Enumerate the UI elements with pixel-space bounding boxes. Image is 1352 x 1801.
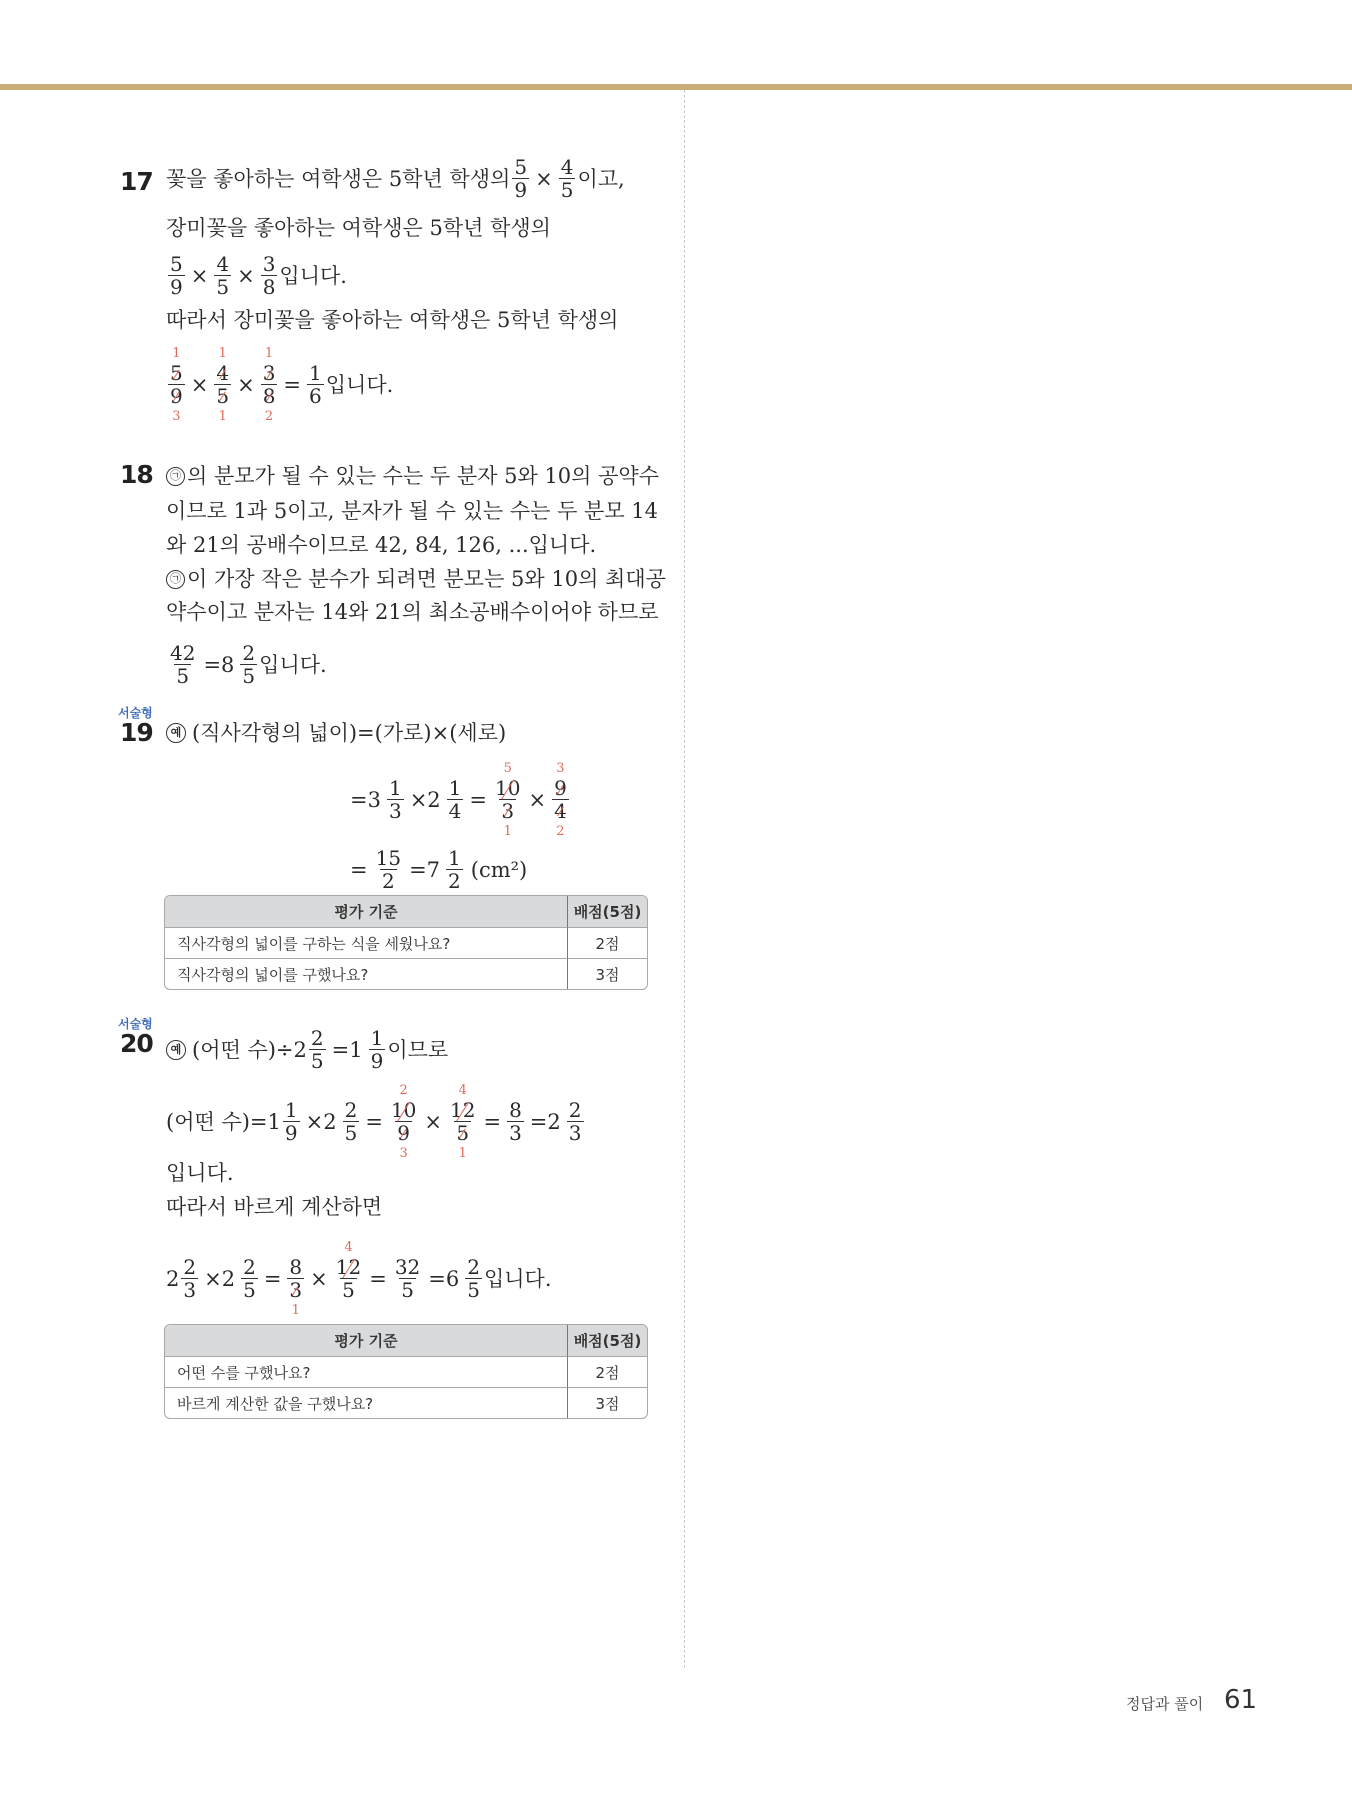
- score-cell: 2점: [567, 1356, 647, 1387]
- fraction-5-9: $\frac{5}{9}$: [170, 252, 183, 299]
- example-icon: 예: [166, 723, 186, 743]
- p17-text-3-end: 입니다.: [279, 263, 347, 288]
- fraction-42-5: $\frac{42}{5}$: [170, 641, 196, 688]
- p17-text-5-end: 입니다.: [325, 372, 394, 397]
- p18-text-4: 이 가장 작은 분수가 되려면 분모는 5와 10의 최대공: [187, 567, 666, 591]
- p20-text-1a: (어떤 수)÷2: [192, 1037, 307, 1062]
- score-cell: 3점: [567, 1387, 647, 1418]
- fraction-15-2: $\frac{15}{2}$: [375, 846, 402, 893]
- problem-number-19: 19: [120, 718, 153, 747]
- table-header-criteria: 평가 기준: [165, 896, 567, 927]
- criteria-cell: 직사각형의 넓이를 구하는 식을 세웠나요?: [165, 927, 567, 958]
- p20-text-2a: (어떤 수)=1: [166, 1109, 281, 1134]
- cancelled-fraction-9-4: 9 3 4 2: [554, 761, 567, 839]
- cancelled-fraction-3-8: 3 1 8 2: [262, 346, 276, 424]
- p17-text-1: 꽃을 좋아하는 여학생은 5학년 학생의: [166, 166, 511, 191]
- p18-text-6-end: 입니다.: [259, 652, 327, 677]
- p17-line-2: 장미꽃을 좋아하는 여학생은 5학년 학생의: [166, 216, 551, 240]
- p17-line-3: $\frac{5}{9}$ × $\frac{4}{5}$ × $\frac{3}{8}$ 입니다.: [170, 252, 347, 299]
- cancelled-fraction-5-9: 5 1 9 3: [170, 346, 183, 424]
- cancelled-fraction-12-5: 12 4 5 1: [450, 1083, 476, 1161]
- table-header-score: 배점(5점): [567, 1325, 647, 1356]
- p18-line-4: [166, 566, 666, 592]
- circled-letter-icon: ㉠: [166, 570, 185, 589]
- p17-line-5: 5 1 9 3 × 4 1 5 1 × 3 1 8 2 = $\frac{1}{6}$ 입니다.: [170, 346, 394, 424]
- table-row: [165, 958, 647, 989]
- essay-tag: 서술형: [118, 706, 153, 720]
- p18-line-1: [166, 463, 659, 489]
- fraction-2-3: $\frac{2}{3}$: [183, 1255, 197, 1302]
- problem-number-17: 17: [120, 167, 153, 196]
- fraction-1-6: $\frac{1}{6}$: [309, 361, 322, 408]
- p20-line-5: 2 $\frac{2}{3}$ ×2 $\frac{2}{5}$ = 8 3 1 × 12 4 5 = $\frac{32}{5}$ =6 2 5 입니다.: [166, 1240, 552, 1318]
- p20-line-1: 예 (어떤 수)÷2 $\frac{2}{5}$ =1 1 9 이므로: [166, 1028, 448, 1071]
- fraction-3-8: $\frac{3}{8}$: [262, 252, 276, 299]
- problem-number-18: 18: [120, 460, 153, 489]
- p19-text-1: (직사각형의 넓이)=(가로)×(세로): [192, 721, 507, 745]
- fraction-2-3: 2 3: [568, 1098, 582, 1145]
- evaluation-table-19: [164, 895, 648, 990]
- table-header-criteria: 평가 기준: [165, 1325, 567, 1356]
- fraction-1-2: 1 2: [448, 846, 461, 893]
- column-divider: [684, 90, 685, 1668]
- fraction-1-3: $\frac{1}{3}$: [388, 776, 402, 823]
- p20-line-4: 따라서 바르게 계산하면: [166, 1195, 383, 1219]
- fraction-1-9: 1 9: [370, 1026, 384, 1073]
- fraction-32-5: $\frac{32}{5}$: [394, 1255, 421, 1302]
- p20-text-1-end: 이므로: [387, 1037, 449, 1062]
- p19-line-2: =3 $\frac{1}{3}$ ×2 $\frac{1}{4}$ = 10 5 3 1 × 9 3 4 2: [350, 761, 567, 839]
- table-row: [165, 1356, 647, 1387]
- fraction-2-5: $\frac{2}{5}$: [310, 1026, 324, 1073]
- score-cell: 2점: [567, 927, 647, 958]
- p20-text-5-end: 입니다.: [483, 1266, 552, 1291]
- unit-cm2: (cm²): [470, 857, 528, 882]
- fraction-8-3: $\frac{8}{3}$: [509, 1098, 522, 1145]
- problem-number-20: 20: [120, 1029, 153, 1058]
- fraction-1-9: $\frac{1}{9}$: [284, 1098, 298, 1145]
- criteria-cell: 직사각형의 넓이를 구했나요?: [165, 958, 567, 989]
- fraction-2-5: $\frac{2}{5}$: [243, 1255, 256, 1302]
- criteria-cell: 바르게 계산한 값을 구했나요?: [165, 1387, 567, 1418]
- fraction-4-5: $\frac{4}{5}$: [560, 155, 574, 202]
- table-row: [165, 927, 647, 958]
- p18-line-2: 이므로 1과 5이고, 분자가 될 수 있는 수는 두 분모 14: [166, 499, 659, 523]
- footer-label: 정답과 풀이: [1126, 1695, 1204, 1713]
- top-rule: [0, 84, 1352, 90]
- fraction-5-9: $\frac{5}{9}$: [514, 155, 528, 202]
- fraction-2-5: 2 5: [467, 1255, 480, 1302]
- table-row: [165, 1387, 647, 1418]
- p18-line-5: 약수이고 분자는 14와 21의 최소공배수이어야 하므로: [166, 600, 659, 624]
- page-number: 61: [1224, 1685, 1258, 1715]
- p18-line-6: $\frac{42}{5}$ =8 2 5 입니다.: [170, 641, 327, 688]
- evaluation-table-20: [164, 1324, 648, 1419]
- p17-line-1: 꽃을 좋아하는 여학생은 5학년 학생의 $\frac{5}{9}$ × $\frac{4}{5}$ 이고,: [166, 155, 625, 202]
- table-header-score: 배점(5점): [567, 896, 647, 927]
- cancelled-fraction-12-5: 12 4 5: [335, 1240, 362, 1302]
- p19-line-1: [166, 720, 506, 746]
- fraction-4-5: $\frac{4}{5}$: [216, 252, 230, 299]
- cancelled-fraction-10-9: 10 2 9 3: [390, 1083, 417, 1161]
- p18-text-1: 의 분모가 될 수 있는 수는 두 분자 5와 10의 공약수: [187, 464, 659, 488]
- fraction-2-5: $\frac{2}{5}$: [344, 1098, 358, 1145]
- criteria-cell: 어떤 수를 구했나요?: [165, 1356, 567, 1387]
- cancelled-fraction-10-3: 10 5 3 1: [495, 761, 521, 839]
- p20-line-2: (어떤 수)=1 $\frac{1}{9}$ ×2 $\frac{2}{5}$ = 10 2 9 3 × 12 4 5 1 = $\frac{8}{3}$ =2 2 3: [166, 1083, 582, 1161]
- p20-line-3: 입니다.: [166, 1161, 234, 1185]
- example-icon: 예: [166, 1040, 186, 1060]
- fraction-2-5: 2 5: [242, 641, 256, 688]
- p17-text-1-end: 이고,: [577, 166, 625, 191]
- cancelled-fraction-8-3: 8 3 1: [289, 1255, 303, 1318]
- p18-line-3: 와 21의 공배수이므로 42, 84, 126, ...입니다.: [166, 533, 597, 557]
- circled-letter-icon: ㉠: [166, 467, 185, 486]
- p19-line-3: = $\frac{15}{2}$ =7 1 2 (cm²): [350, 846, 528, 893]
- fraction-1-4: $\frac{1}{4}$: [448, 776, 462, 823]
- p17-line-4: 따라서 장미꽃을 좋아하는 여학생은 5학년 학생의: [166, 308, 619, 332]
- essay-tag: 서술형: [118, 1017, 153, 1031]
- cancelled-fraction-4-5: 4 1 5 1: [216, 346, 230, 424]
- score-cell: 3점: [567, 958, 647, 989]
